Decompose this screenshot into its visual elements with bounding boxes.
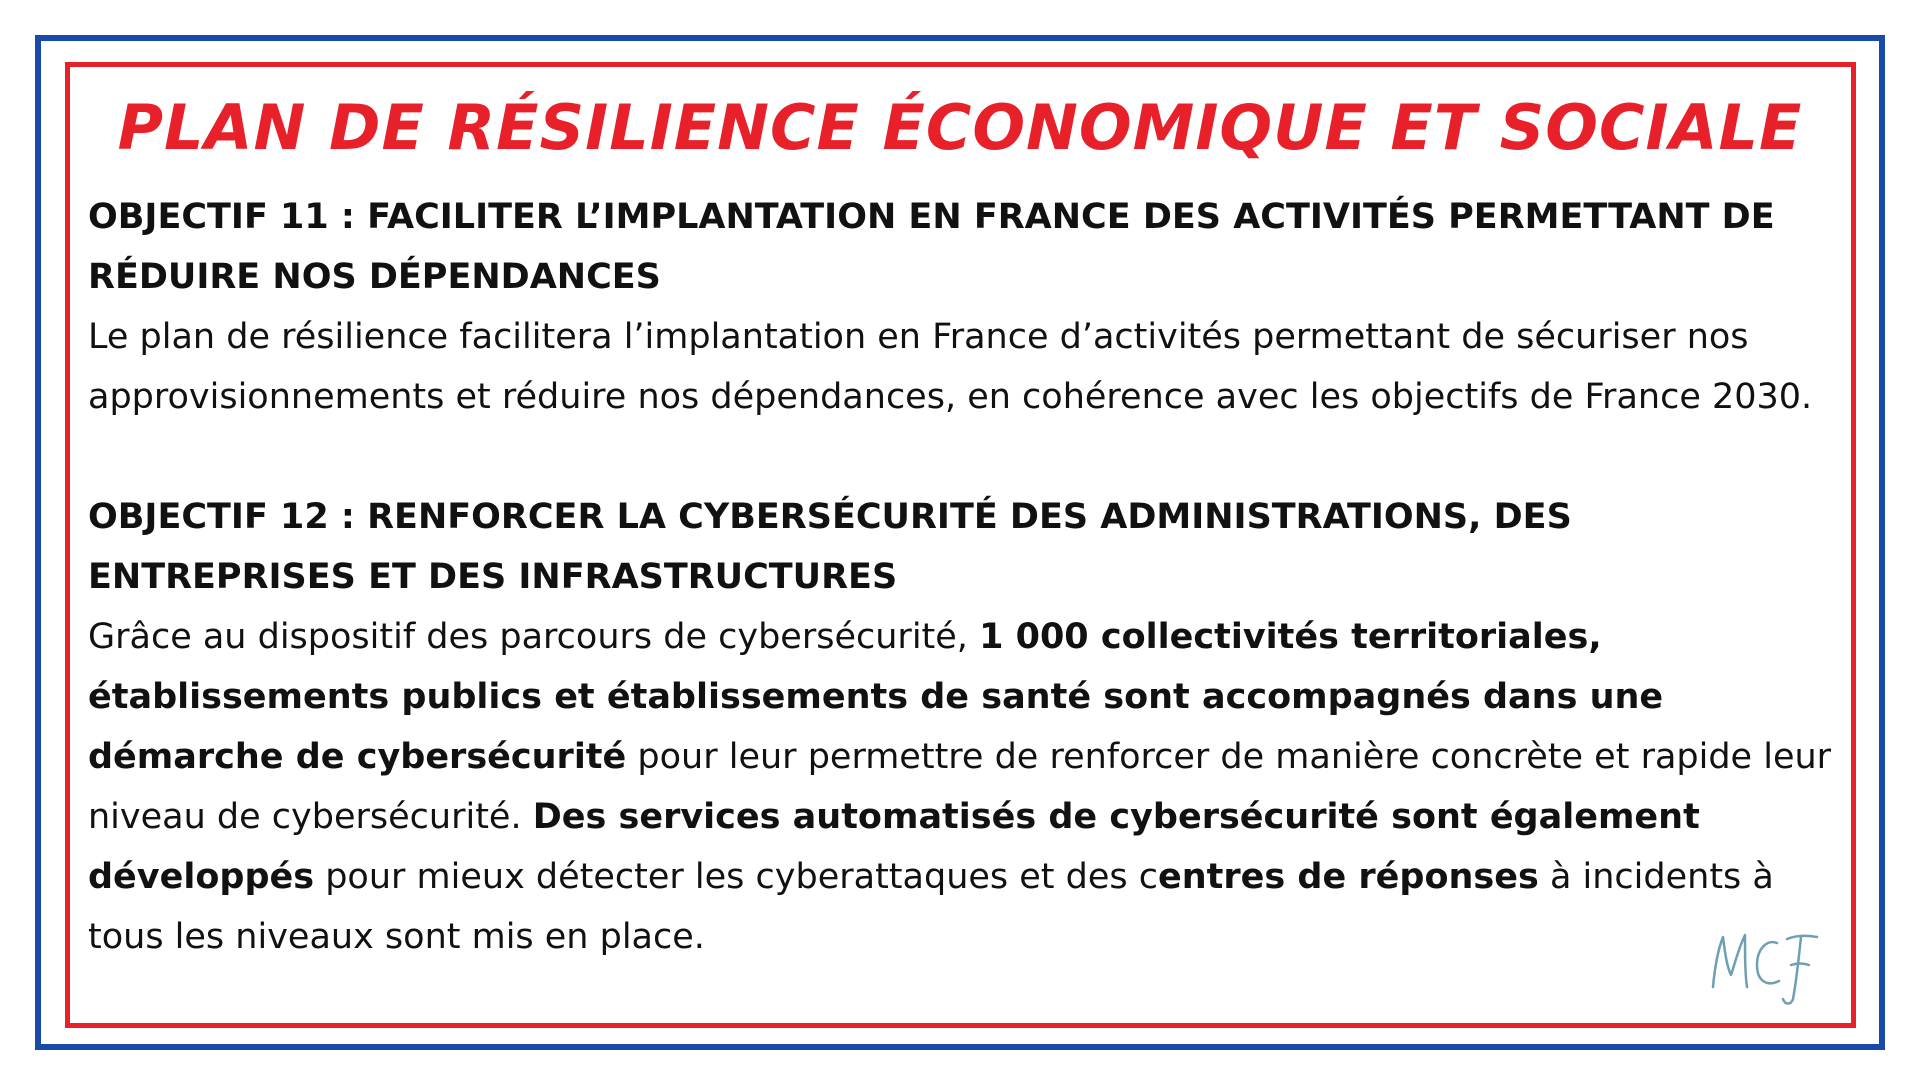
objective-12-text-part2: pour leur permettre de renforcer de manière concrète et rapide leur niveau de cybersécurité. xyxy=(88,737,1832,837)
document-body xyxy=(88,187,1848,967)
objective-12-bold-collectivites: 1 000 collectivités territoriales, établissements publics et établissements de santé sont accompagnés dans une démarche de cybersécurité xyxy=(88,617,1664,777)
mcf-signature-logo xyxy=(1705,925,1820,1010)
objective-12-text-part3: pour mieux détecter les cyberattaques et des c xyxy=(314,857,1159,897)
objective-11-heading: OBJECTIF 11 : FACILITER L’IMPLANTATION EN FRANCE DES ACTIVITÉS PERMETTANT DE RÉDUIRE NOS DÉPENDANCES xyxy=(88,197,1775,297)
objective-12-bold-services: Des services automatisés de cybersécurité sont également développés xyxy=(88,797,1700,897)
objective-12-body xyxy=(88,607,1848,967)
objective-11-body: Le plan de résilience facilitera l’implantation en France d’activités permettant de sécuriser nos approvisionnements et réduire nos dépendances, en cohérence avec les objectifs de France 2030. xyxy=(88,317,1813,417)
objective-12-text-part4: à incidents à tous les niveaux sont mis en place. xyxy=(88,857,1774,957)
objective-11-section xyxy=(88,187,1848,427)
page-title: PLAN DE RÉSILIENCE ÉCONOMIQUE ET SOCIALE xyxy=(117,91,1803,164)
objective-12-text-part1: Grâce au dispositif des parcours de cybersécurité, xyxy=(88,617,980,657)
objective-12-bold-centres: entres de réponses xyxy=(1158,857,1539,897)
section-spacer xyxy=(88,427,1848,487)
objective-12-section xyxy=(88,487,1848,967)
objective-12-heading: OBJECTIF 12 : RENFORCER LA CYBERSÉCURITÉ DES ADMINISTRATIONS, DES ENTREPRISES ET DES INFRASTRUCTURES xyxy=(88,497,1572,597)
